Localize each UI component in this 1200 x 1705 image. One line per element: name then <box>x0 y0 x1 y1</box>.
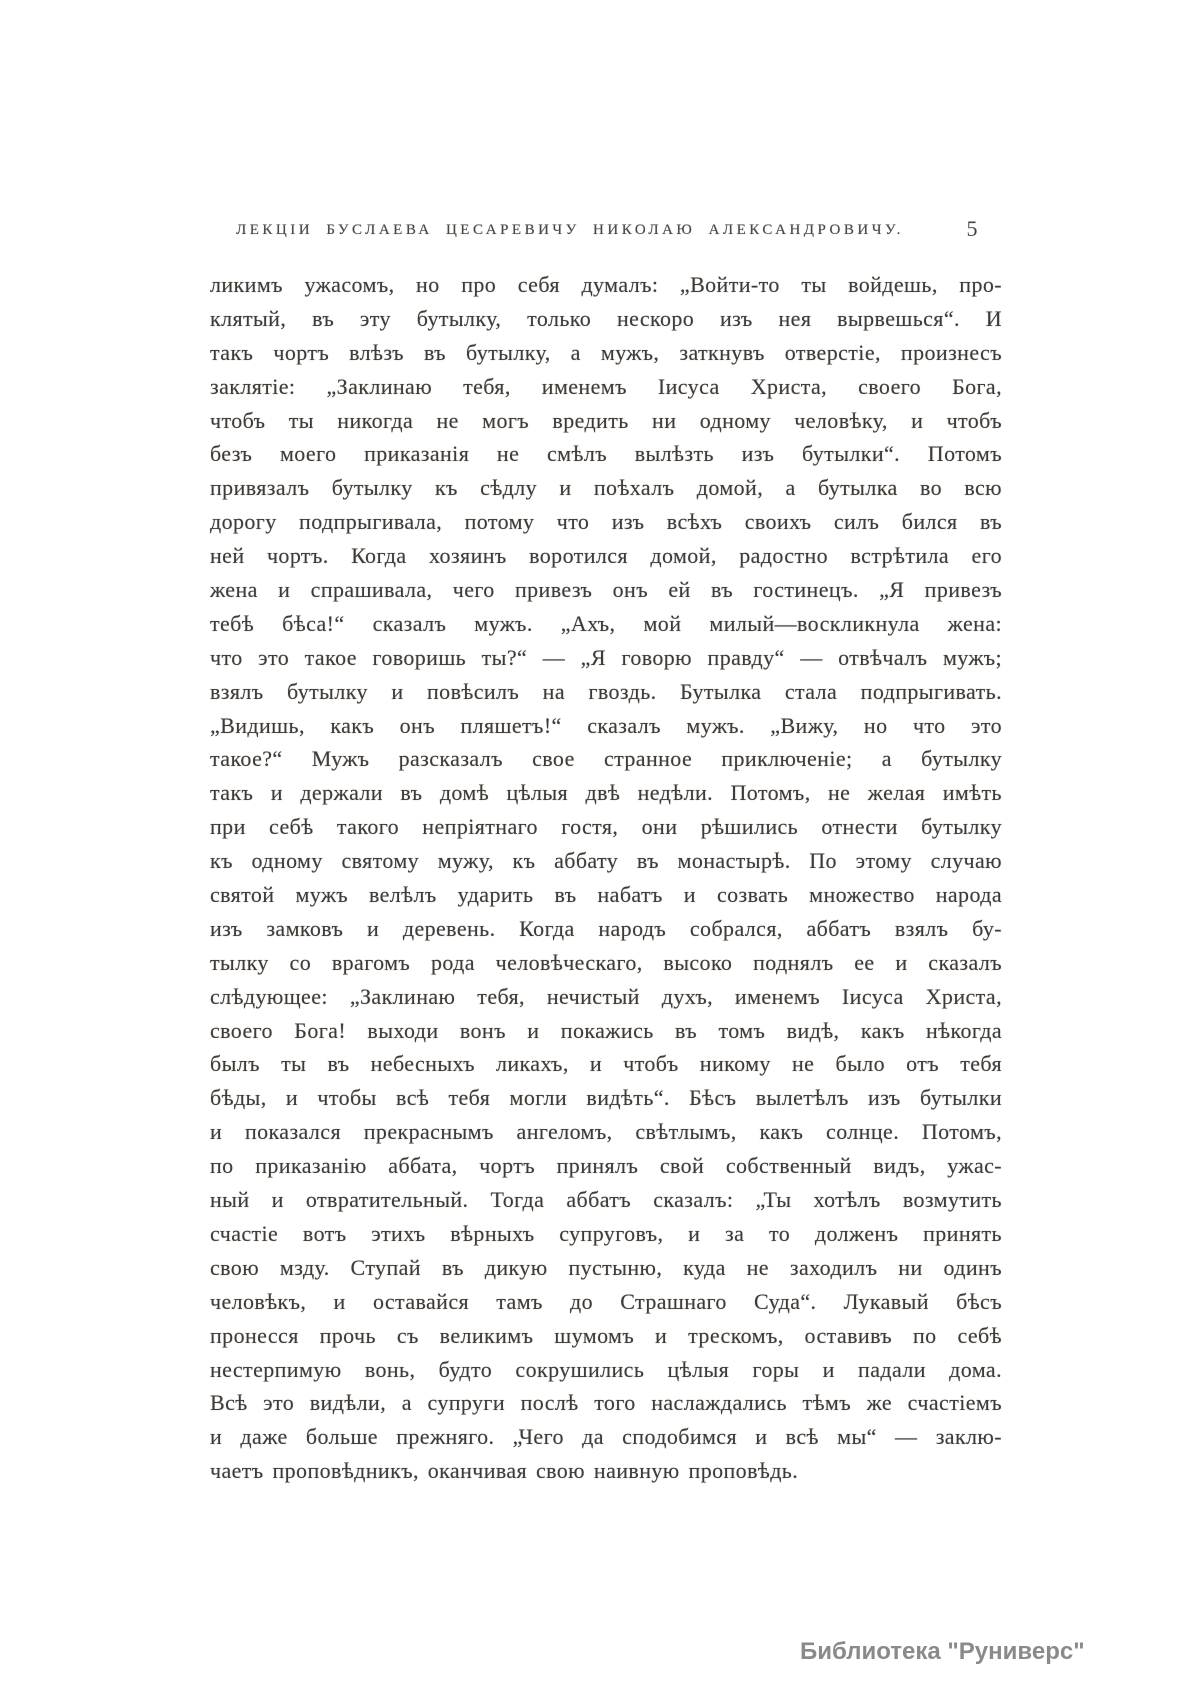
text-line: человѣкъ, и оставайся тамъ до Страшнаго Суда“. Лукавый бѣсъ <box>210 1288 1002 1314</box>
text-line: къ одному святому мужу, къ аббату въ монастырѣ. По этому случаю <box>210 848 1002 874</box>
text-line: такъ и держали въ домѣ цѣлыя двѣ недѣли. Потомъ, не желая имѣть <box>210 780 1002 806</box>
text-line: изъ замковъ и деревень. Когда народъ собрался, аббатъ взялъ бу- <box>210 915 1002 941</box>
text-line: тебѣ бѣса!“ сказалъ мужъ. „Ахъ, мой милый—воскликнула жена: <box>210 610 1002 636</box>
text-line: по приказанію аббата, чортъ принялъ свой собственный видъ, ужас- <box>210 1153 1002 1179</box>
text-line: свою мзду. Ступай въ дикую пустыню, куда не заходилъ ни одинъ <box>210 1254 1002 1280</box>
running-head-title: ЛЕКЦІИ БУСЛАЕВА ЦЕСАРЕВИЧУ НИКОЛАЮ АЛЕКСАНДРОВИЧУ. <box>236 222 904 238</box>
text-line: бѣды, и чтобы всѣ тебя могли видѣть“. Бѣсъ вылетѣлъ изъ бутылки <box>210 1085 1002 1111</box>
text-line: былъ ты въ небесныхъ ликахъ, и чтобъ никому не было отъ тебя <box>210 1051 1002 1077</box>
text-line: своего Бога! выходи вонъ и покажись въ томъ видѣ, какъ нѣкогда <box>210 1017 1002 1043</box>
text-line: ней чортъ. Когда хозяинъ воротился домой, радостно встрѣтила его <box>210 543 1002 569</box>
text-line: „Видишь, какъ онъ пляшетъ!“ сказалъ мужъ. „Вижу, но что это <box>210 712 1002 738</box>
text-line: такъ чортъ влѣзъ въ бутылку, а мужъ, заткнувъ отверстіе, произнесъ <box>210 339 1002 365</box>
body-text <box>210 268 1002 1488</box>
text-line: и даже больше прежняго. „Чего да сподобимся и всѣ мы“ — заклю- <box>210 1424 1002 1450</box>
text-line: что это такое говоришь ты?“ — „Я говорю правду“ — отвѣчалъ мужъ; <box>210 644 1002 670</box>
text-line: клятый, въ эту бутылку, только нескоро изъ нея вырвешься“. И <box>210 305 1002 331</box>
text-line: такое?“ Мужъ разсказалъ свое странное приключеніе; а бутылку <box>210 746 1002 772</box>
text-line: чтобъ ты никогда не могъ вредить ни одному человѣку, и чтобъ <box>210 407 1002 433</box>
text-line: Всѣ это видѣли, а супруги послѣ того наслаждались тѣмъ же счастіемъ <box>210 1390 1002 1416</box>
text-line: пронесся прочь съ великимъ шумомъ и трескомъ, оставивъ по себѣ <box>210 1322 1002 1348</box>
text-line: чаетъ проповѣдникъ, оканчивая свою наивную проповѣдь. <box>210 1458 799 1484</box>
text-line: дорогу подпрыгивала, потому что изъ всѣхъ своихъ силъ бился въ <box>210 509 1002 535</box>
page-number: 5 <box>966 216 978 241</box>
text-line: счастіе вотъ этихъ вѣрныхъ супруговъ, и за то долженъ принять <box>210 1220 1002 1246</box>
text-line: слѣдующее: „Заклинаю тебя, нечистый духъ, именемъ Іисуса Христа, <box>210 983 1002 1009</box>
text-line: жена и спрашивала, чего привезъ онъ ей въ гостинецъ. „Я привезъ <box>210 577 1002 603</box>
text-line: заклятіе: „Заклинаю тебя, именемъ Іисуса Христа, своего Бога, <box>210 373 1002 399</box>
text-line: ный и отвратительный. Тогда аббатъ сказалъ: „Ты хотѣлъ возмутить <box>210 1187 1002 1213</box>
text-line: ликимъ ужасомъ, но про себя думалъ: „Войти-то ты войдешь, про- <box>210 272 1002 297</box>
text-line: привязалъ бутылку къ сѣдлу и поѣхалъ домой, а бутылка во всю <box>210 475 1002 501</box>
text-line: святой мужъ велѣлъ ударить въ набатъ и созвать множество народа <box>210 882 1002 908</box>
text-line: тылку со врагомъ рода человѣческаго, высоко поднялъ ее и сказалъ <box>210 949 1002 975</box>
text-line: безъ моего приказанія не смѣлъ вылѣзть изъ бутылки“. Потомъ <box>210 441 1002 467</box>
library-watermark: Библиотека "Руниверс" <box>800 1638 1085 1665</box>
text-line: нестерпимую вонь, будто сокрушились цѣлыя горы и падали дома. <box>210 1356 1002 1382</box>
text-line: и показался прекраснымъ ангеломъ, свѣтлымъ, какъ солнце. Потомъ, <box>210 1119 1002 1145</box>
text-line: при себѣ такого непріятнаго гостя, они рѣшились отнести бутылку <box>210 814 1002 840</box>
text-line: взялъ бутылку и повѣсилъ на гвоздь. Бутылка стала подпрыгивать. <box>210 678 1002 704</box>
